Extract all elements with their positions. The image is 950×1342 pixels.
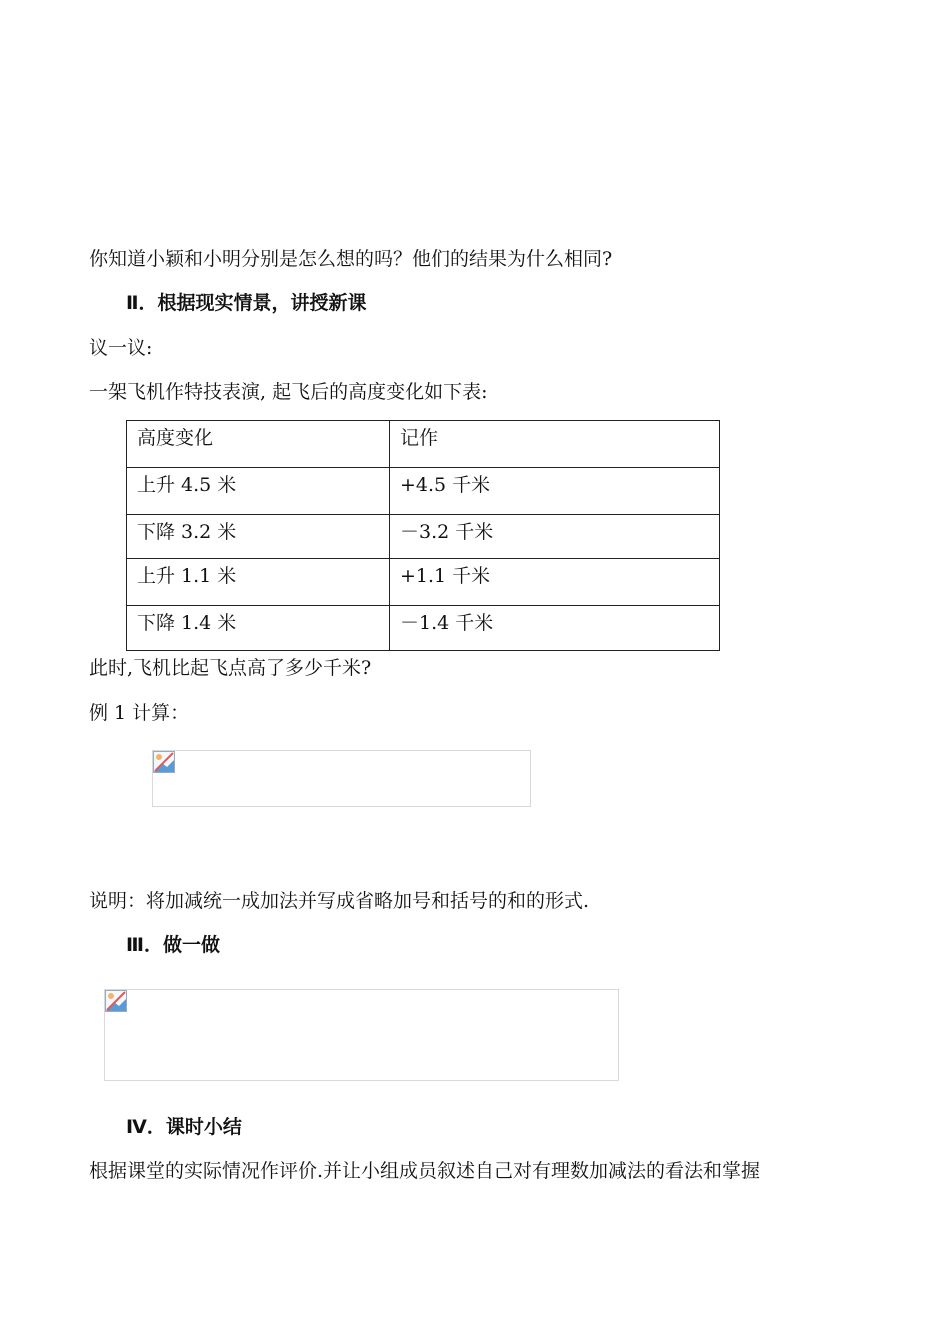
table-cell: －1.4 千米 [390,606,720,651]
table-cell: +4.5 千米 [390,468,720,515]
table-header-row [127,421,720,468]
question-line: 你知道小颖和小明分别是怎么想的吗？他们的结果为什么相同? [89,248,613,270]
table-header-cell: 记作 [390,421,720,468]
summary-line: 根据课堂的实际情况作评价.并让小组成员叙述自己对有理数加减法的看法和掌握 [89,1160,761,1182]
broken-image-icon [105,990,127,1012]
table-cell: 上升 4.5 米 [127,468,390,515]
table-row [127,559,720,606]
table-cell: －3.2 千米 [390,515,720,559]
section-heading-2: Ⅱ．根据现实情景，讲授新课 [126,292,367,314]
example-label: 例 1 计算： [89,702,190,724]
table-header-cell: 高度变化 [127,421,390,468]
table-row [127,606,720,651]
table-cell: 下降 1.4 米 [127,606,390,651]
table-cell: +1.1 千米 [390,559,720,606]
table-cell: 下降 3.2 米 [127,515,390,559]
exercise-image-placeholder [104,989,619,1081]
explanation-line: 说明：将加减统一成加法并写成省略加号和括号的和的形式. [89,890,590,912]
table-cell: 上升 1.1 米 [127,559,390,606]
table-row [127,515,720,559]
section-heading-4: Ⅳ．课时小结 [126,1116,242,1138]
example-image-placeholder [152,750,531,807]
plane-intro: 一架飞机作特技表演, 起飞后的高度变化如下表: [89,381,488,403]
plane-question: 此时,飞机比起飞点高了多少千米? [89,657,372,679]
section-heading-3: Ⅲ．做一做 [126,934,220,956]
discuss-label: 议一议: [89,337,153,359]
height-change-table [126,420,720,651]
broken-image-icon [153,751,175,773]
table-row [127,468,720,515]
